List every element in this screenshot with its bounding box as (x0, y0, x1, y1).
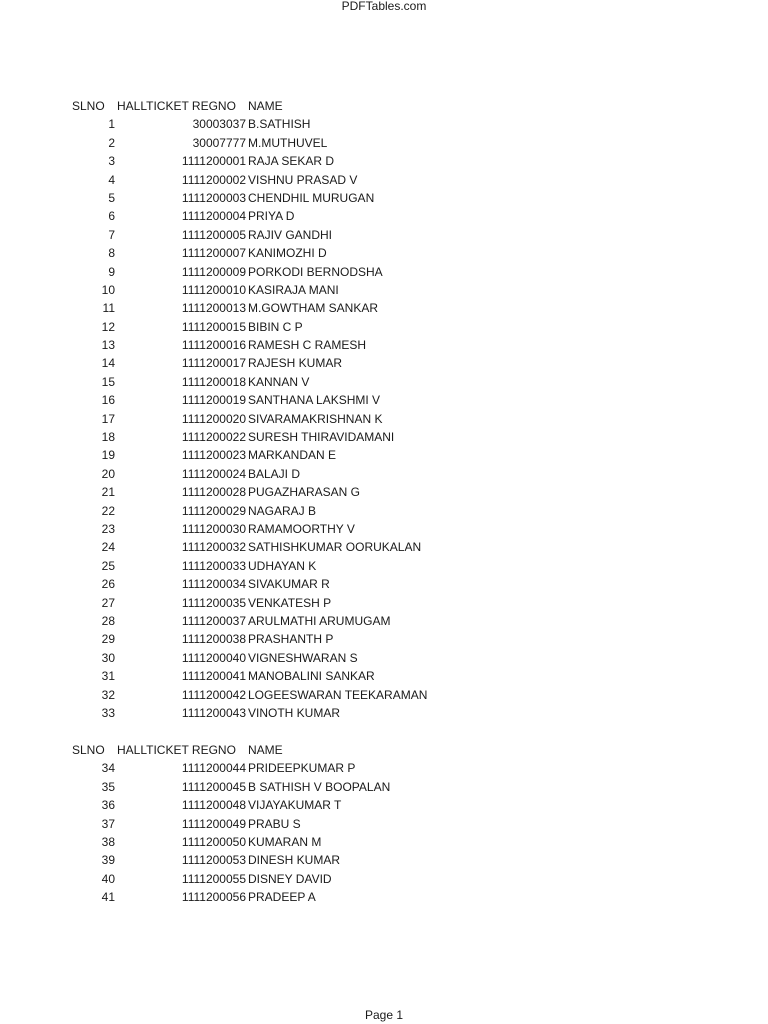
cell-slno: 13 (101, 338, 115, 353)
table-row (0, 465, 768, 483)
table-row (0, 446, 768, 464)
cell-regno: 1111200041 (181, 669, 246, 684)
cell-regno: 1111200055 (181, 871, 246, 886)
cell-name: MARKANDAN E (248, 448, 337, 463)
cell-slno: 30 (101, 650, 115, 665)
cell-slno: 7 (108, 227, 115, 242)
cell-regno: 1111200032 (181, 540, 246, 555)
table-row (0, 134, 768, 152)
cell-name: VENKATESH P (248, 595, 332, 610)
cell-name: VIGNESHWARAN S (248, 650, 358, 665)
cell-regno: 1111200030 (181, 521, 246, 536)
cell-regno: 1111200019 (181, 393, 246, 408)
cell-regno: 1111200018 (181, 374, 246, 389)
cell-regno: 1111200022 (181, 430, 246, 445)
cell-regno: 1111200043 (181, 705, 246, 720)
table-row (0, 594, 768, 612)
cell-regno: 1111200003 (181, 190, 246, 205)
table-row (0, 815, 768, 833)
table-row (0, 299, 768, 317)
cell-name: NAGARAJ B (248, 503, 317, 518)
table-row (0, 226, 768, 244)
cell-slno: 18 (101, 430, 115, 445)
table-row (0, 833, 768, 851)
cell-slno: 31 (101, 669, 115, 684)
cell-slno: 35 (101, 779, 115, 794)
cell-slno: 11 (102, 301, 115, 316)
cell-name: PRASHANTH P (248, 632, 334, 647)
cell-name: VISHNU PRASAD V (248, 172, 358, 187)
table-row (0, 686, 768, 704)
cell-regno: 1111200044 (181, 761, 246, 776)
cell-slno: 40 (101, 871, 115, 886)
cell-name: KASIRAJA MANI (248, 282, 339, 297)
table-row (0, 152, 768, 170)
cell-name: PRIDEEPKUMAR P (248, 761, 356, 776)
cell-slno: 6 (108, 209, 115, 224)
cell-slno: 20 (101, 466, 115, 481)
table-row (0, 171, 768, 189)
cell-name: BALAJI D (248, 466, 301, 481)
cell-slno: 28 (101, 613, 115, 628)
table-row (0, 520, 768, 538)
cell-name: M.GOWTHAM SANKAR (248, 301, 379, 316)
cell-regno: 1111200013 (181, 301, 246, 316)
cell-slno: 2 (108, 135, 115, 150)
cell-name: B.SATHISH (248, 117, 311, 132)
cell-regno: 1111200050 (181, 834, 246, 849)
table-row (0, 649, 768, 667)
cell-regno: 1111200029 (181, 503, 246, 518)
cell-name: SIVAKUMAR R (248, 577, 330, 592)
cell-slno: 5 (108, 190, 115, 205)
cell-name: RAJESH KUMAR (248, 356, 343, 371)
cell-regno: 1111200045 (181, 779, 246, 794)
page-number: Page 1 (364, 1008, 404, 1022)
table-row (0, 207, 768, 225)
cell-regno: 1111200017 (181, 356, 246, 371)
column-header-regno: HALLTICKET REGNO (117, 743, 236, 757)
cell-name: RAJA SEKAR D (248, 154, 335, 169)
cell-name: VINOTH KUMAR (248, 705, 341, 720)
cell-regno: 1111200056 (181, 890, 246, 905)
table-row (0, 354, 768, 372)
site-header: PDFTables.com (341, 0, 427, 13)
table-row (0, 612, 768, 630)
table-row (0, 870, 768, 888)
cell-regno: 1111200002 (181, 172, 246, 187)
cell-name: RAMESH C RAMESH (248, 338, 367, 353)
table-header-row (0, 97, 768, 115)
cell-slno: 12 (101, 319, 115, 334)
cell-regno: 1111200033 (181, 558, 246, 573)
table-row (0, 336, 768, 354)
cell-name: PUGAZHARASAN G (248, 485, 361, 500)
cell-regno: 1111200038 (181, 632, 246, 647)
cell-regno: 30007777 (192, 135, 246, 150)
table-row (0, 189, 768, 207)
cell-slno: 3 (108, 154, 115, 169)
cell-slno: 10 (101, 282, 115, 297)
cell-regno: 1111200028 (181, 485, 246, 500)
cell-regno: 1111200004 (181, 209, 246, 224)
cell-regno: 1111200037 (181, 613, 246, 628)
cell-name: SIVARAMAKRISHNAN K (248, 411, 383, 426)
cell-slno: 38 (101, 834, 115, 849)
column-header-slno: SLNO (72, 743, 105, 757)
table-row (0, 263, 768, 281)
cell-name: LOGEESWARAN TEEKARAMAN (248, 687, 428, 702)
column-header-regno: HALLTICKET REGNO (117, 99, 236, 113)
cell-name: DINESH KUMAR (248, 853, 341, 868)
cell-slno: 33 (101, 705, 115, 720)
cell-slno: 37 (101, 816, 115, 831)
cell-regno: 1111200053 (181, 853, 246, 868)
table-row (0, 391, 768, 409)
cell-regno: 1111200040 (181, 650, 246, 665)
cell-regno: 1111200042 (181, 687, 246, 702)
cell-name: DISNEY DAVID (248, 871, 332, 886)
cell-slno: 4 (108, 172, 115, 187)
cell-slno: 21 (101, 485, 115, 500)
table-row (0, 888, 768, 906)
cell-regno: 1111200048 (181, 798, 246, 813)
cell-regno: 1111200016 (181, 338, 246, 353)
cell-slno: 15 (101, 374, 115, 389)
cell-slno: 14 (101, 356, 115, 371)
cell-name: PORKODI BERNODSHA (248, 264, 383, 279)
table-row (0, 557, 768, 575)
table-row (0, 483, 768, 501)
table-block-1 (0, 97, 768, 722)
cell-regno: 1111200024 (181, 466, 246, 481)
cell-slno: 26 (101, 577, 115, 592)
cell-slno: 29 (101, 632, 115, 647)
cell-slno: 25 (101, 558, 115, 573)
table-row (0, 630, 768, 648)
table-row (0, 538, 768, 556)
table-row (0, 796, 768, 814)
table-row (0, 115, 768, 133)
cell-regno: 1111200034 (181, 577, 246, 592)
cell-slno: 23 (101, 521, 115, 536)
cell-name: PRADEEP A (248, 890, 316, 905)
table-row (0, 704, 768, 722)
cell-name: VIJAYAKUMAR T (248, 798, 342, 813)
cell-regno: 1111200001 (181, 154, 246, 169)
cell-slno: 16 (101, 393, 115, 408)
cell-name: SATHISHKUMAR OORUKALAN (248, 540, 422, 555)
cell-name: KUMARAN M (248, 834, 322, 849)
cell-slno: 19 (101, 448, 115, 463)
column-header-slno: SLNO (72, 99, 105, 113)
cell-name: PRIYA D (248, 209, 295, 224)
cell-slno: 8 (108, 246, 115, 261)
table-row (0, 410, 768, 428)
cell-name: B SATHISH V BOOPALAN (248, 779, 391, 794)
table-row (0, 759, 768, 777)
cell-regno: 1111200049 (181, 816, 246, 831)
table-row (0, 318, 768, 336)
cell-name: RAJIV GANDHI (248, 227, 333, 242)
cell-name: RAMAMOORTHY V (248, 521, 355, 536)
cell-regno: 1111200015 (181, 319, 246, 334)
table-row (0, 851, 768, 869)
cell-slno: 34 (101, 761, 115, 776)
cell-slno: 9 (108, 264, 115, 279)
cell-name: SURESH THIRAVIDAMANI (248, 430, 395, 445)
cell-name: SANTHANA LAKSHMI V (248, 393, 381, 408)
cell-regno: 1111200035 (181, 595, 246, 610)
table-block-2 (0, 741, 768, 907)
cell-name: ARULMATHI ARUMUGAM (248, 613, 391, 628)
cell-name: CHENDHIL MURUGAN (248, 190, 375, 205)
cell-name: BIBIN C P (248, 319, 303, 334)
cell-regno: 1111200020 (181, 411, 246, 426)
cell-name: UDHAYAN K (248, 558, 317, 573)
cell-regno: 1111200005 (181, 227, 246, 242)
cell-regno: 1111200009 (181, 264, 246, 279)
cell-slno: 36 (101, 798, 115, 813)
cell-name: MANOBALINI SANKAR (248, 669, 375, 684)
cell-slno: 24 (101, 540, 115, 555)
table-row (0, 428, 768, 446)
cell-slno: 41 (101, 890, 115, 905)
column-header-name: NAME (248, 99, 283, 113)
table-row (0, 667, 768, 685)
table-row (0, 373, 768, 391)
cell-name: KANIMOZHI D (248, 246, 327, 261)
cell-slno: 22 (101, 503, 115, 518)
cell-slno: 32 (101, 687, 115, 702)
cell-regno: 1111200007 (181, 246, 246, 261)
cell-slno: 27 (101, 595, 115, 610)
table-header-row (0, 741, 768, 759)
cell-regno: 1111200010 (181, 282, 246, 297)
table-row (0, 281, 768, 299)
cell-slno: 1 (108, 117, 115, 132)
table-row (0, 244, 768, 262)
cell-name: KANNAN V (248, 374, 310, 389)
cell-name: M.MUTHUVEL (248, 135, 328, 150)
cell-slno: 39 (101, 853, 115, 868)
column-header-name: NAME (248, 743, 283, 757)
cell-regno: 1111200023 (181, 448, 246, 463)
table-row (0, 575, 768, 593)
cell-name: PRABU S (248, 816, 301, 831)
cell-regno: 30003037 (192, 117, 246, 132)
cell-slno: 17 (101, 411, 115, 426)
table-row (0, 502, 768, 520)
table-row (0, 778, 768, 796)
